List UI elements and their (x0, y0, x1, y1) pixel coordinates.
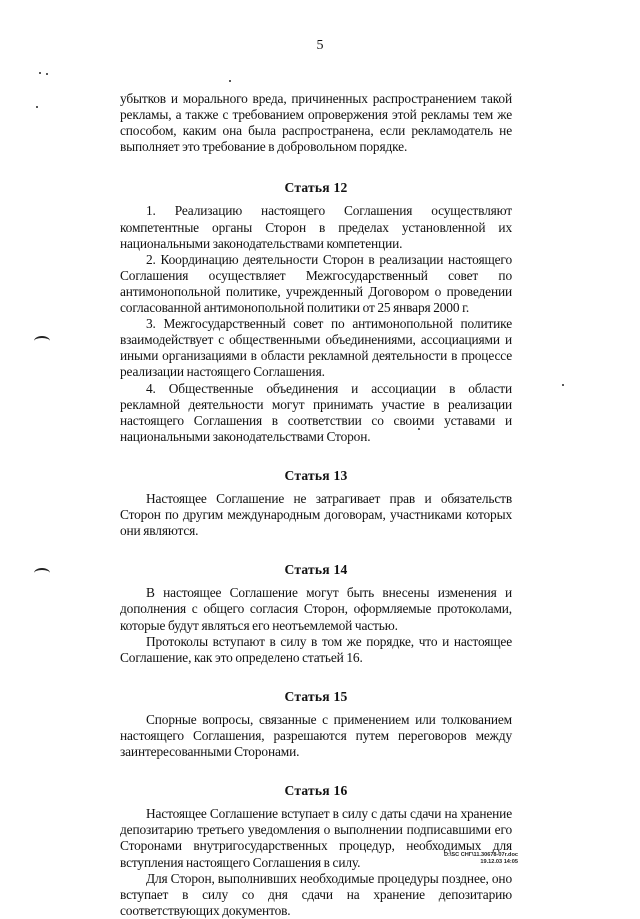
punch-hole-mark (34, 568, 50, 578)
article-paragraph: 1. Реализацию настоящего Соглашения осуществляют компетентные органы Сторон в пределах установленной их национальными законодательствами компетенции. (120, 203, 512, 251)
scan-speck (39, 72, 41, 74)
article-13 (120, 468, 512, 539)
article-paragraph: В настоящее Соглашение могут быть внесены изменения и дополнения с общего согласия Сторон, оформляемые протоколами, которые будут являться его неотъемлемой частью. (120, 585, 512, 633)
article-paragraph: Настоящее Соглашение не затрагивает прав и обязательств Сторон по другим международным договорам, участниками которых они являются. (120, 490, 512, 539)
article-paragraph: 2. Координацию деятельности Сторон в реализации настоящего Соглашения осуществляет Межгосударственный совет по антимонопольной политике, учрежденный Договором о проведении согласованной антимонопольной политики от 25 января 2000 г. (120, 251, 512, 316)
scan-speck (229, 80, 231, 82)
scan-speck (562, 384, 564, 386)
article-title: Статья 15 (284, 688, 348, 704)
article-14 (120, 562, 512, 666)
document-body (120, 91, 512, 919)
file-reference: D:\SC CHГ\11.30678-07r.doc (443, 852, 518, 858)
scan-speck (36, 106, 38, 108)
page-number: 5 (316, 38, 324, 53)
file-footer (444, 852, 518, 866)
intro-paragraph: убытков и морального вреда, причиненных распространением такой рекламы, а также с требованием опровержения этой рекламы тем же способом, каким она была распространена, если рекламодатель не выполняет это требование в добровольном порядке. (120, 91, 512, 155)
article-paragraph: Для Сторон, выполнивших необходимые процедуры позднее, оно вступает в силу со дня сдачи на хранение депозитарию соответствующих документов. (120, 870, 512, 918)
article-title: Статья 12 (284, 180, 348, 196)
article-paragraph: Спорные вопросы, связанные с применением или толкованием настоящего Соглашения, разрешаются путем переговоров между заинтересованными Сторонами. (120, 711, 512, 760)
article-12 (120, 180, 512, 445)
article-paragraph: 4. Общественные объединения и ассоциации в области рекламной деятельности могут принимать участие в реализации настоящего Соглашения в соответствии со своими уставами и национальными законодательствами Сторон. (120, 380, 512, 444)
article-paragraph: Протоколы вступают в силу в том же порядке, что и настоящее Соглашение, как это определено статьей 16. (120, 633, 512, 665)
article-paragraph: 3. Межгосударственный совет по антимонопольной политике взаимодействует с общественными объединениями, ассоциациями и иными организациями в области рекламной деятельности в процессе реализации настоящего Соглашения. (120, 316, 512, 380)
print-date: 19.12.03 14:05 (480, 858, 518, 865)
scan-speck (46, 73, 48, 75)
punch-hole-mark (34, 336, 50, 346)
article-paragraph: Настоящее Соглашение вступает в силу с даты сдачи на хранение депозитарию третьего уведомления о выполнении подписавшими его Сторонами внутригосударственных процедур, необходимых для вступления настоящего Соглашения в силу. (120, 806, 512, 870)
article-title: Статья 16 (284, 783, 348, 799)
article-title: Статья 14 (284, 562, 348, 578)
article-title: Статья 13 (284, 467, 348, 483)
article-15 (120, 689, 512, 760)
